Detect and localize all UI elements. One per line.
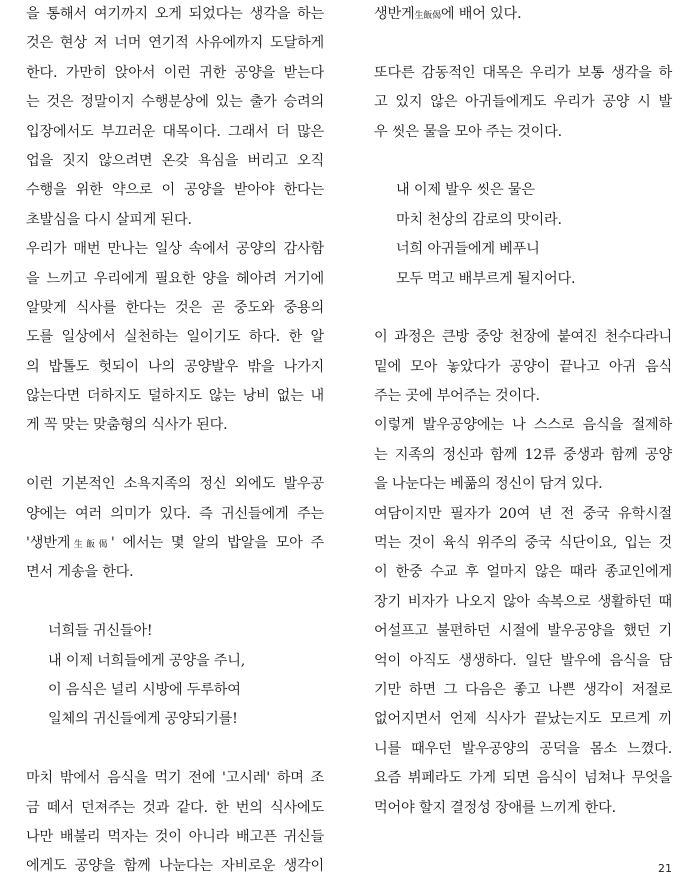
paragraph [26,0,324,235]
text-line: 면서 게송을 한다. [26,564,134,581]
text-line: 이렇게 발우공양에는 나 스스로 음식을 절제하 [374,417,672,434]
text-line: 나만 배불리 먹자는 것이 아니라 배고픈 귀신들 [26,828,324,845]
text-line: 는 것은 정말이지 수행분상에 있는 출가 승려의 [26,94,324,111]
text-line: 억이 아직도 생생하다. 일단 발우에 음식을 담 [374,652,672,669]
paragraph [374,500,672,823]
text-line: 초발심을 다시 살피게 된다. [26,211,192,228]
text-span: '생반게 [26,535,71,552]
text-span: 에 배어 있다. [440,6,522,22]
paragraph [374,59,672,147]
text-line: 을 느끼고 우리에게 필요한 양을 헤아려 거기에 [26,270,324,287]
text-line: 우리가 매번 만나는 일상 속에서 공양의 감사함 [26,241,324,258]
text-line: 입장에서도 부끄러운 대목이다. 그래서 더 많은 [26,123,324,140]
verse-line: 내 이제 발우 씻은 물은 [396,182,535,199]
verse-line: 일체의 귀신들에게 공양되기를! [48,711,238,728]
text-line: 을 나눈다는 베풂의 정신이 담겨 있다. [374,476,603,493]
paragraph-gap [374,294,672,323]
text-line: 또다른 감동적인 대목은 우리가 보통 생각을 하 [374,64,672,81]
hanja-annotation: 生飯偈 [70,540,111,551]
text-line: 양에는 여러 의미가 있다. 즉 귀신들에게 주는 [26,505,324,522]
verse-line: 너희들 귀신들아! [48,623,153,640]
text-line: 않는다면 더하지도 덜하지도 않는 낭비 없는 내 [26,388,324,405]
text-line: 우 씻은 물을 모아 주는 것이다. [374,123,562,140]
verse-line: 모두 먹고 배부르게 될지어다. [396,270,576,287]
text-line: 주는 곳에 부어주는 것이다. [374,388,540,405]
text-line [26,529,324,558]
paragraph [26,764,324,882]
text-line: 알맞게 식사를 한다는 것은 곧 중도와 중용의 [26,299,324,316]
paragraph [26,235,324,441]
hanja-annotation: 生飯偈 [414,11,441,21]
text-line: 을 통해서 여기까지 오게 되었다는 생각을 하는 [26,6,324,22]
text-line: 없어지면서 언제 식사가 끝났는지도 모르게 끼 [374,711,672,728]
verse-line: 이 음식은 널리 시방에 두루하여 [48,681,241,698]
text-line: 도를 일상에서 실천하는 일이기도 하다. 한 알 [26,329,324,346]
paragraph [374,411,672,499]
text-line: 밑에 모아 놓았다가 공양이 끝나고 아귀 음식 [374,358,672,375]
paragraph-gap [26,588,324,617]
paragraph-gap [26,441,324,470]
text-line: 게 꼭 맞는 맞춤형의 식사가 된다. [26,417,228,434]
verse-line: 내 이제 너희들에게 공양을 주니, [48,652,246,669]
text-line: 업을 짓지 않으려면 온갖 욕심을 버리고 오직 [26,152,324,169]
verse-line: 마치 천상의 감로의 맛이라. [396,211,562,228]
text-line: 는 지족의 정신과 함께 12류 중생과 함께 공양 [374,446,672,463]
text-line: 이 과정은 큰방 중앙 천장에 붙여진 천수다라니 [374,329,672,346]
verse-line: 너희 아귀들에게 베푸니 [396,241,540,258]
text-line: 장기 비자가 나오지 않아 속복으로 생활하던 때 [374,593,672,610]
paragraph-gap [374,147,672,176]
text-line: 여담이지만 필자가 20여 년 전 중국 유학시절 [374,505,672,522]
text-line: 어설프고 불편하던 시절에 발우공양을 했던 기 [374,623,672,640]
text-line: 기만 하면 그 다음은 좋고 나쁜 생각이 저절로 [374,681,672,698]
text-line [374,0,672,29]
text-line: 것은 현상 저 너머 연기적 사유에까지 도달하게 [26,35,324,52]
text-span: ' 에서는 몇 알의 밥알을 모아 주 [110,535,324,552]
text-line: 마치 밖에서 음식을 먹기 전에 '고시레' 하며 조 [26,770,324,787]
text-line: 먹는 것이 육식 위주의 중국 식단이요, 입는 것 [374,535,672,552]
text-line: 먹어야 할지 결정성 장애를 느끼게 한다. [374,799,616,816]
text-line: 의 밥톨도 헛되이 나의 공양발우 밖을 나가지 [26,358,324,375]
left-column [26,0,324,882]
text-span: 생반게 [374,6,415,22]
right-column [374,0,672,823]
text-line: 한다. 가만히 앉아서 이런 귀한 공양을 받는다 [26,64,324,81]
paragraph [374,323,672,411]
text-line: 요즘 뷔페라도 가게 되면 음식이 넘쳐나 무엇을 [374,770,672,787]
page-number: 21 [658,862,672,875]
text-line: 금 떼서 던져주는 것과 같다. 한 번의 식사에도 [26,799,324,816]
text-line: 고 있지 않은 아귀들에게도 우리가 공양 시 발 [374,94,672,111]
text-line: 수행을 위한 약으로 이 공양을 받아야 한다는 [26,182,324,199]
text-line: 니를 때우던 발우공양의 공덕을 몸소 느꼈다. [374,740,672,757]
text-line: 이 한중 수교 후 얼마지 않은 때라 종교인에게 [374,564,672,581]
paragraph-gap [374,29,672,58]
verse-block [374,176,672,294]
verse-block [26,617,324,735]
text-line: 이런 기본적인 소욕지족의 정신 외에도 발우공 [26,476,324,493]
text-line: 에게도 공양을 함께 나눈다는 자비로운 생각이 [26,858,324,875]
paragraph [26,470,324,588]
paragraph-gap [26,735,324,764]
